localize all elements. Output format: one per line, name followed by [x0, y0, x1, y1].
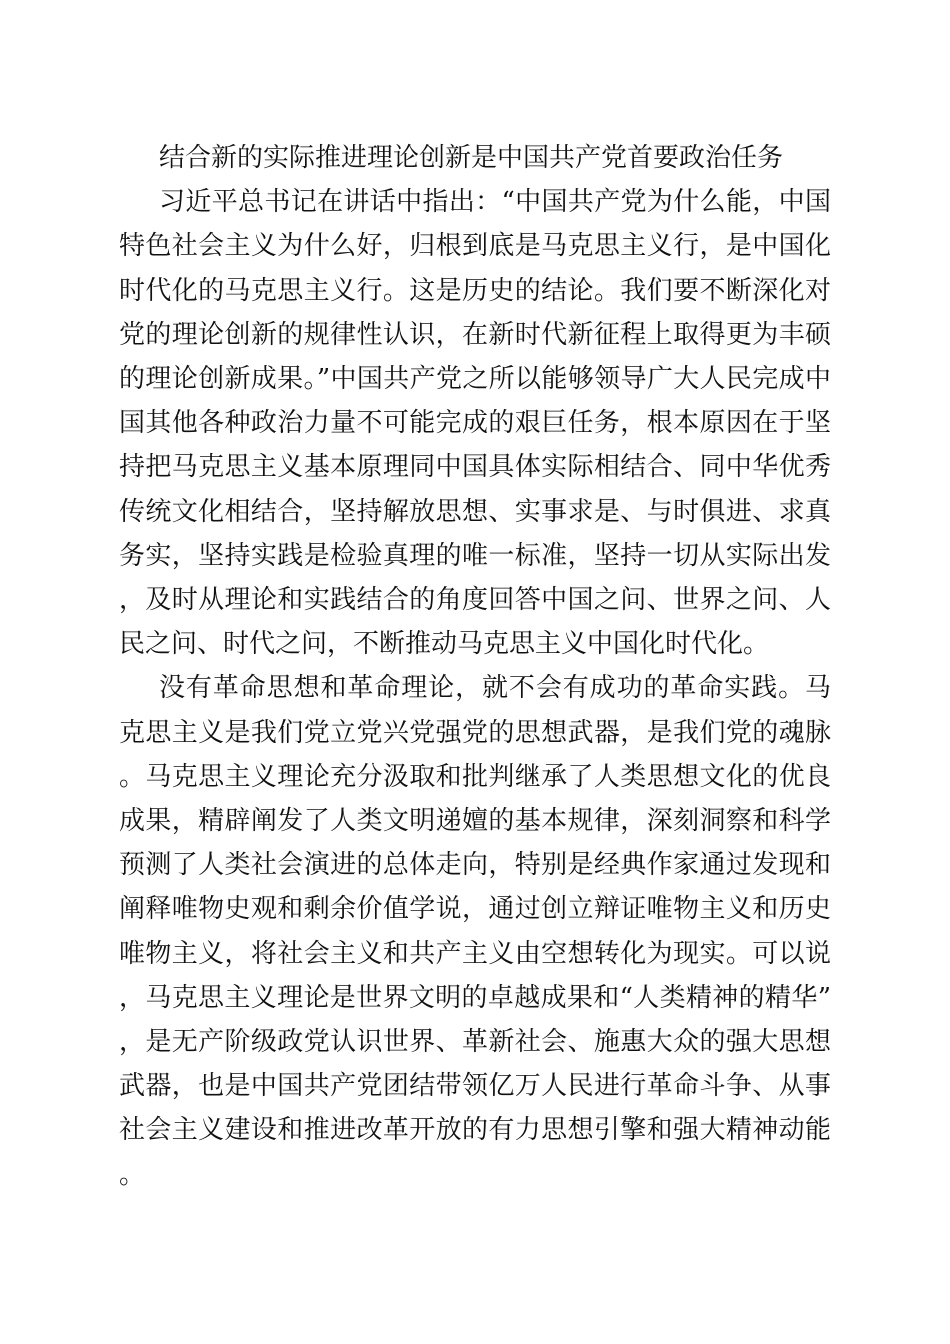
document-title: 结合新的实际推进理论创新是中国共产党首要政治任务 — [159, 143, 784, 173]
document-body — [119, 136, 831, 1197]
paragraph-1: 习近平总书记在讲话中指出：“中国共产党为什么能，中国特色社会主义为什么好，归根到底是马克思主义行，是中国化时代化的马克思主义行。这是历史的结论。我们要不断深化对党的理论创新的规律性认识，在新时代新征程上取得更为丰硕的理论创新成果。”中国共产党之所以能够领导广大人民完成中国其他各种政治力量不可能完成的艰巨任务，根本原因在于坚持把马克思主义基本原理同中国具体实际相结合、同中华优秀传统文化相结合，坚持解放思想、实事求是、与时俱进、求真务实，坚持实践是检验真理的唯一标准，坚持一切从实际出发，及时从理论和实践结合的角度回答中国之问、世界之问、人民之问、时代之问，不断推动马克思主义中国化时代化。 — [119, 187, 831, 660]
paragraph-2: 没有革命思想和革命理论，就不会有成功的革命实践。马克思主义是我们党立党兴党强党的思想武器，是我们党的魂脉。马克思主义理论充分汲取和批判继承了人类思想文化的优良成果，精辟阐发了人类文明递嬗的基本规律，深刻洞察和科学预测了人类社会演进的总体走向，特别是经典作家通过发现和阐释唯物史观和剩余价值学说，通过创立辩证唯物主义和历史唯物主义，将社会主义和共产主义由空想转化为现实。可以说，马克思主义理论是世界文明的卓越成果和“人类精神的精华”，是无产阶级政党认识世界、革新社会、施惠大众的强大思想武器，也是中国共产党团结带领亿万人民进行革命斗争、从事社会主义建设和推进改革开放的有力思想引擎和强大精神动能。 — [119, 673, 831, 1190]
